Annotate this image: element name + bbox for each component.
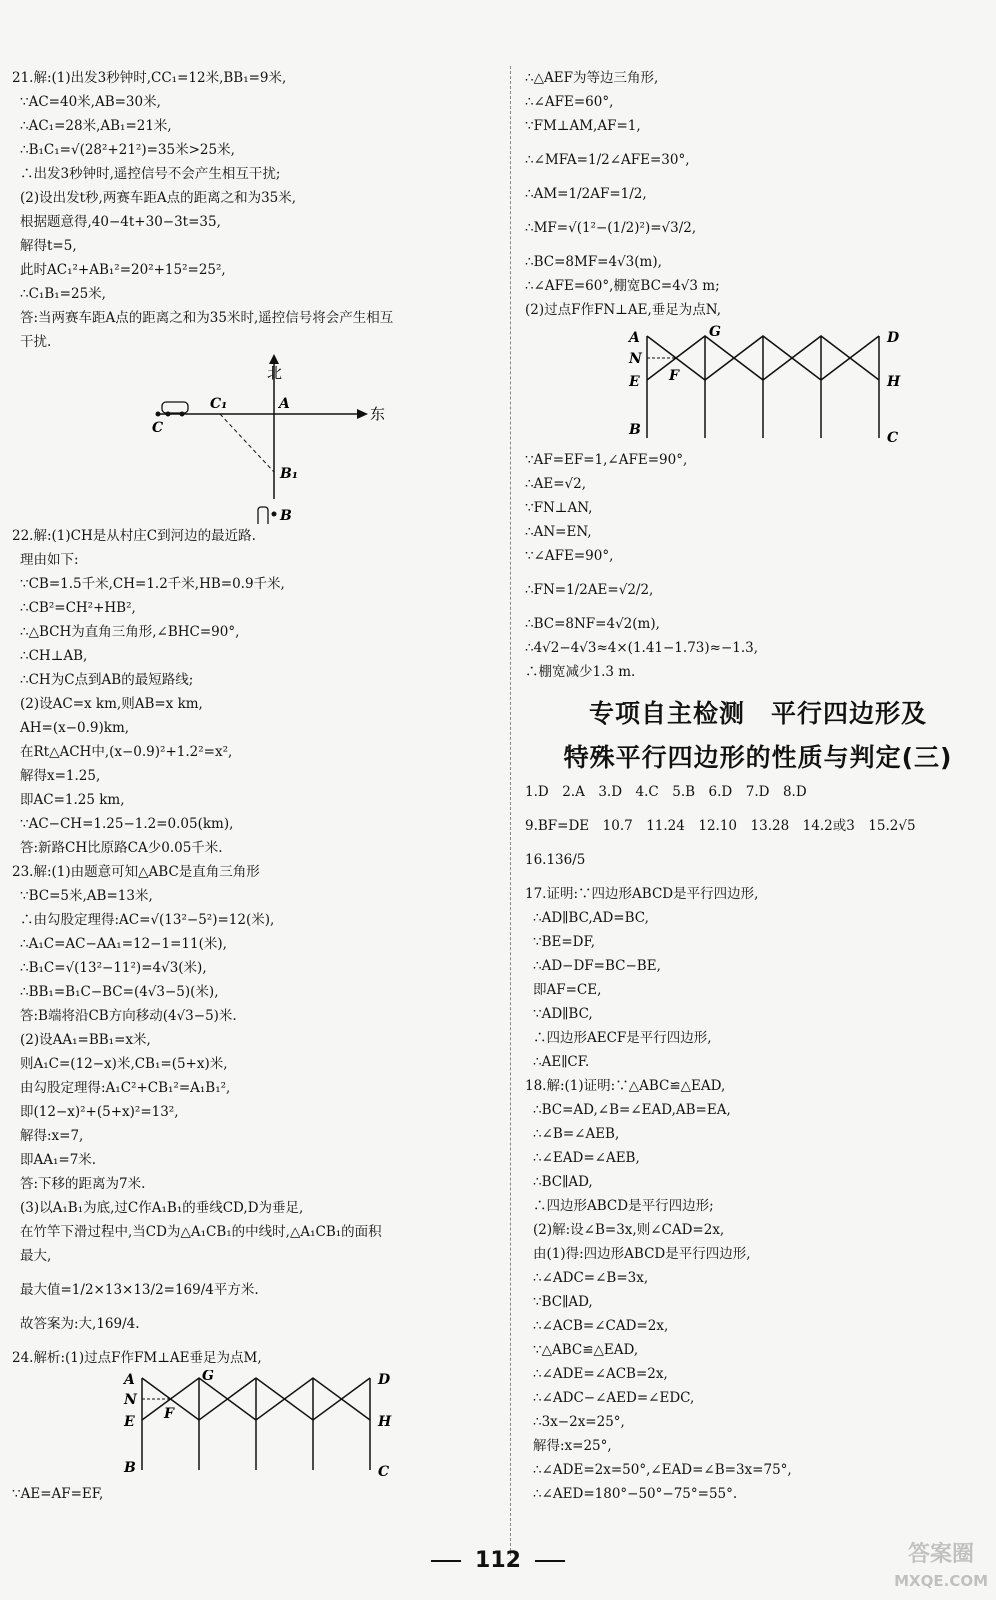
q23-line: ∴B₁C=√(13²−11²)=4√3(米), (20, 960, 207, 976)
q22-line: 22.解:(1)CH是从村庄C到河边的最近路. (12, 528, 256, 544)
greenhouse-diagram-2 (525, 322, 991, 448)
q24-line: (2)过点F作FN⊥AE,垂足为点N, (525, 302, 722, 318)
question-21 (12, 66, 500, 354)
q23-line: 23.解:(1)由题意可知△ABC是直角三角形 (12, 864, 260, 880)
race-car-diagram (12, 354, 500, 524)
q23-line: ∴A₁C=AC−AA₁=12−1=11(米), (20, 936, 227, 952)
q24-line: ∵AF=EF=1,∠AFE=90°, (525, 452, 688, 468)
q21-line: ∴出发3秒钟时,遥控信号不会产生相互干扰; (20, 166, 281, 182)
q18-line: ∴∠ADC−∠AED=∠EDC, (533, 1390, 695, 1406)
question-22 (12, 524, 500, 860)
label-c: C (152, 420, 164, 436)
question-24-part2 (525, 448, 991, 684)
q23-line: 在竹竿下滑过程中,当CD为△A₁CB₁的中线时,△A₁CB₁的面积 (20, 1224, 382, 1240)
fig2-label-a: A (629, 330, 640, 346)
left-column (12, 66, 500, 1506)
q17-line: ∵BE=DF, (533, 934, 596, 950)
car-north-icon (258, 507, 268, 524)
label-b: B (280, 508, 292, 524)
label-a: A (279, 396, 290, 412)
q24-line: ∴4√2−4√3≈4×(1.41−1.73)≈−1.3, (525, 640, 759, 656)
q23-line: 则A₁C=(12−x)米,CB₁=(5+x)米, (20, 1056, 228, 1072)
q17-line: ∵AD∥BC, (533, 1006, 593, 1022)
fig2-label-h: H (887, 374, 901, 390)
fig1-label-b: B (124, 1460, 136, 1476)
q22-line: 答:新路CH比原路CA少0.05千米. (20, 840, 223, 856)
q24-line: ∵FN⊥AN, (525, 500, 593, 516)
section-title: 专项自主检测 平行四边形及 (588, 699, 927, 728)
page-number-text: 112 (475, 1548, 521, 1573)
q24-line: ∴AN=EN, (525, 524, 592, 540)
page-number-dash (535, 1560, 565, 1562)
q18-line: ∵BC∥AD, (533, 1294, 593, 1310)
q18-line: ∴3x−2x=25°, (533, 1414, 625, 1430)
q24-line: ∴棚宽减少1.3 m. (525, 664, 636, 680)
fig1-label-e: E (124, 1414, 135, 1430)
q24-line: ∴AE=√2, (525, 476, 586, 492)
q24-line: ∴BC=8NF=4√2(m), (525, 616, 660, 632)
fig1-label-h: H (378, 1414, 392, 1430)
q17-line: 17.证明:∵四边形ABCD是平行四边形, (525, 886, 759, 902)
q23-line: 解得:x=7, (20, 1128, 84, 1144)
question-24 (12, 1346, 500, 1370)
q22-line: 理由如下: (20, 552, 79, 568)
q21-line: 答:当两赛车距A点的距离之和为35米时,遥控信号将会产生相互 (20, 310, 394, 326)
q24-line: ∴△AEF为等边三角形, (525, 70, 659, 86)
q22-line: ∵CB=1.5千米,CH=1.2千米,HB=0.9千米, (20, 576, 285, 592)
q24-line: ∴∠MFA=1/2∠AFE=30°, (525, 152, 690, 168)
fig1-label-d: D (378, 1372, 391, 1388)
point-b (272, 512, 277, 517)
q23-line: 故答案为:大,169/4. (20, 1316, 140, 1332)
point-c (156, 412, 161, 417)
q24-line: ∵∠AFE=90°, (525, 548, 614, 564)
q24-line: ∴∠AFE=60°, (525, 94, 614, 110)
q21-line: 21.解:(1)出发3秒钟时,CC₁=12米,BB₁=9米, (12, 70, 287, 86)
question-24-continued (525, 66, 991, 322)
fig1-label-g: G (202, 1370, 214, 1384)
question-23 (12, 860, 500, 1336)
right-column (525, 66, 991, 1506)
q21-line: (2)设出发t秒,两赛车距A点的距离之和为35米, (20, 190, 297, 206)
q21-line: ∴C₁B₁=25米, (20, 286, 106, 302)
q23-line: ∴BB₁=B₁C−BC=(4√3−5)(米), (20, 984, 219, 1000)
q18-line: ∴BC∥AD, (533, 1174, 593, 1190)
q24-line: ∵AE=AF=EF, (12, 1486, 104, 1502)
q18-line: ∴∠EAD=∠AEB, (533, 1150, 640, 1166)
q23-line: (3)以A₁B₁为底,过C作A₁B₁的垂线CD,D为垂足, (20, 1200, 304, 1216)
label-c1: C₁ (210, 396, 228, 412)
q18-line: 18.解:(1)证明:∵△ABC≌△EAD, (525, 1078, 726, 1094)
q17-line: ∴AD∥BC,AD=BC, (533, 910, 649, 926)
q22-line: ∴△BCH为直角三角形,∠BHC=90°, (20, 624, 240, 640)
watermark-logo (894, 1542, 988, 1594)
q21-line: ∴B₁C₁=√(28²+21²)=35米>25米, (20, 142, 235, 158)
q22-line: 即AC=1.25 km, (20, 792, 125, 808)
q18-line: (2)解:设∠B=3x,则∠CAD=2x, (533, 1222, 725, 1238)
watermark-text: 答案圈 (908, 1542, 975, 1567)
q22-line: ∴CH为C点到AB的最短路线; (20, 672, 194, 688)
q22-line: AH=(x−0.9)km, (20, 720, 130, 736)
fig1-label-c: C (378, 1464, 390, 1480)
q18-line: ∴∠ADC=∠B=3x, (533, 1270, 649, 1286)
question-18 (525, 1074, 991, 1506)
answer-line: 1.D 2.A 3.D 4.C 5.B 6.D 7.D 8.D (525, 784, 807, 800)
label-east: 东 (370, 405, 386, 423)
q22-line: ∴CH⊥AB, (20, 648, 88, 664)
q24-line: ∴BC=8MF=4√3(m), (525, 254, 662, 270)
label-north: 北 (267, 364, 283, 382)
q18-line: ∴∠ADE=2x=50°,∠EAD=∠B=3x=75°, (533, 1462, 792, 1478)
q23-line: 由勾股定理得:A₁C²+CB₁²=A₁B₁², (20, 1080, 231, 1096)
question-17 (525, 882, 991, 1074)
fig2-label-f: F (669, 368, 679, 384)
q18-line: 解得:x=25°, (533, 1438, 612, 1454)
q23-line: ∵BC=5米,AB=13米, (20, 888, 153, 904)
q18-line: ∴∠ACB=∠CAD=2x, (533, 1318, 669, 1334)
q22-line: 解得x=1.25, (20, 768, 101, 784)
fig1-label-f: F (164, 1406, 174, 1422)
q24-line: ∴FN=1/2AE=√2/2, (525, 582, 654, 598)
fig2-label-d: D (887, 330, 900, 346)
q23-line: 最大值=1/2×13×13/2=169/4平方米. (20, 1282, 259, 1298)
fig1-label-a: A (124, 1372, 135, 1388)
q23-line: 最大, (20, 1248, 52, 1264)
q21-line: 解得t=5, (20, 238, 77, 254)
q24-line: ∴AM=1/2AF=1/2, (525, 186, 647, 202)
q21-line: 干扰. (20, 334, 52, 350)
q18-line: ∴∠AED=180°−50°−75°=55°. (533, 1486, 738, 1502)
q24-line: ∴∠AFE=60°,棚宽BC=4√3 m; (525, 278, 720, 294)
q22-line: (2)设AC=x km,则AB=x km, (20, 696, 203, 712)
fig2-label-n: N (629, 351, 642, 367)
fig2-label-c: C (887, 430, 899, 446)
watermark-url: MXQE.COM (894, 1572, 988, 1590)
q23-line: 即AA₁=7米. (20, 1152, 97, 1168)
q23-line: ∴由勾股定理得:AC=√(13²−5²)=12(米), (20, 912, 275, 928)
answer-line: 16.136/5 (525, 852, 586, 868)
q18-line: 由(1)得:四边形ABCD是平行四边形, (533, 1246, 751, 1262)
q18-line: ∴BC=AD,∠B=∠EAD,AB=EA, (533, 1102, 731, 1118)
q21-line: 此时AC₁²+AB₁²=20²+15²=25², (20, 262, 226, 278)
fig1-label-n: N (124, 1392, 137, 1408)
car-east-icon (162, 402, 188, 413)
q21-line: ∵AC=40米,AB=30米, (20, 94, 161, 110)
answer-list (525, 780, 991, 872)
car-wheel-icon (180, 412, 185, 417)
q18-line: ∴∠B=∠AEB, (533, 1126, 620, 1142)
fig2-label-g: G (709, 324, 721, 340)
q23-line: (2)设AA₁=BB₁=x米, (20, 1032, 151, 1048)
car-wheel-icon (166, 412, 171, 417)
q17-line: ∴AE∥CF. (533, 1054, 590, 1070)
section-title: 特殊平行四边形的性质与判定(三) (563, 743, 953, 772)
north-arrow-icon (269, 354, 279, 364)
q21-line: ∴AC₁=28米,AB₁=21米, (20, 118, 172, 134)
q21-line: 根据题意得,40−4t+30−3t=35, (20, 214, 221, 230)
q24-line: ∵FM⊥AM,AF=1, (525, 118, 641, 134)
q18-line: ∴∠ADE=∠ACB=2x, (533, 1366, 668, 1382)
column-divider (510, 66, 511, 1556)
q22-line: 在Rt△ACH中,(x−0.9)²+1.2²=x², (20, 744, 233, 760)
q24-line: ∴MF=√(1²−(1/2)²)=√3/2, (525, 220, 697, 236)
q22-line: ∴CB²=CH²+HB², (20, 600, 136, 616)
q17-line: ∴四边形AECF是平行四边形, (533, 1030, 712, 1046)
q18-line: ∴四边形ABCD是平行四边形; (533, 1198, 714, 1214)
q22-line: ∵AC−CH=1.25−1.2=0.05(km), (20, 816, 234, 832)
q17-line: 即AF=CE, (533, 982, 602, 998)
c1-b1-dashed-line (220, 414, 274, 472)
answer-line: 9.BF=DE 10.7 11.24 12.10 13.28 14.2或3 15.2√5 (525, 818, 916, 834)
page-number-dash (431, 1560, 461, 1562)
q17-line: ∴AD−DF=BC−BE, (533, 958, 661, 974)
q23-line: 答:B端将沿CB方向移动(4√3−5)米. (20, 1008, 237, 1024)
page-number (0, 1548, 996, 1573)
fig2-label-b: B (629, 422, 641, 438)
q23-line: 答:下移的距离为7米. (20, 1176, 146, 1192)
q18-line: ∵△ABC≌△EAD, (533, 1342, 639, 1358)
greenhouse-diagram-1 (12, 1370, 500, 1482)
label-b1: B₁ (280, 466, 298, 482)
fig2-label-e: E (629, 374, 640, 390)
q23-line: 即(12−x)²+(5+x)²=13², (20, 1104, 179, 1120)
q24-line: 24.解析:(1)过点F作FM⊥AE垂足为点M, (12, 1350, 262, 1366)
east-arrow-icon (357, 409, 368, 419)
